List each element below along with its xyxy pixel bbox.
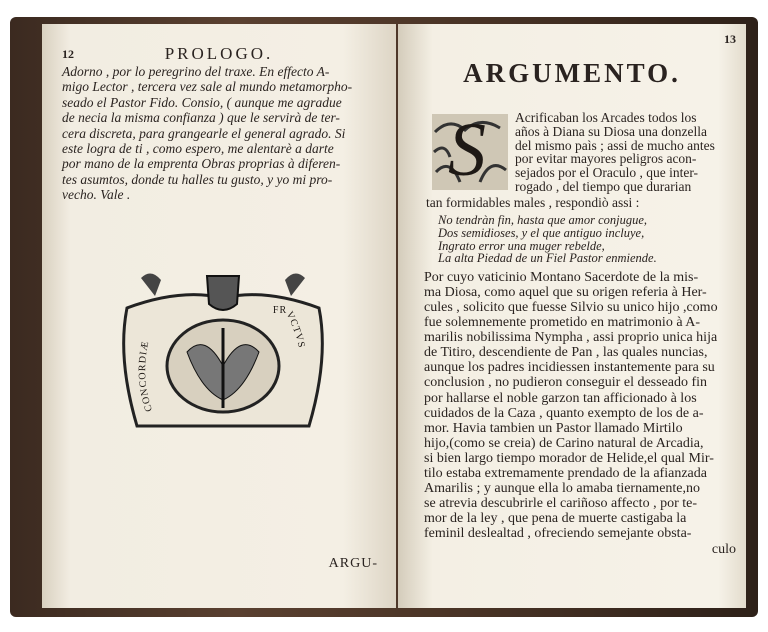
prologo-text [62,64,352,203]
text-line: mor de la ley , que pena de muerte castigaba la [424,511,687,526]
text-line: ma Diosa, como aquel que su origen referia à Her- [424,285,707,301]
right-page [398,24,746,608]
verse-line: Dos semidioses, y el que antiguo incluye, [438,225,645,240]
text-line: tes asumtos, donde tu halles tu gusto, y yo mi pro- [62,171,333,187]
text-line: por hallarse el noble garzon tan afficionado à los [424,390,697,406]
text-line: seado el Pastor Fido. Consio, ( aunque me agradue [62,94,342,110]
text-line: cules , solicito que fuesse Silvio su unico hijo ,como [424,300,718,316]
text-line: conclusion , no pudieron conseguir el desseado fin [424,375,708,391]
catchword: ARGU- [328,556,378,571]
text-line: de Titiro, descendiente de Pan , las quales nuncias, [424,345,708,361]
woodcut-motto-text: CONCORDIÆ FRVCTVS [129,305,307,413]
body-paragraph [424,270,718,541]
text-line: Acrificaban los Arcades todos los [515,110,697,125]
text-line: marilis nobilissima Nympha , assi proprio unica hija [424,330,718,346]
text-line: cuidados de la Caza , quanto exempto de los de a- [424,405,704,421]
text-line: por evitar mayores peligros acon- [515,151,697,167]
text-line: este logra de ti , como espero, me alentarè a darte [62,141,334,157]
text-line: por mano de la emprenta Obras proprias à diferen- [62,156,341,172]
text-line: de necia la misma confianza ) que le servirà de ter- [62,110,340,126]
page-number: 13 [724,32,736,46]
woodcut-emblem [115,268,331,436]
text-line: del mismo paìs ; assi de mucho antes [515,137,715,153]
text-line: tilo estaba extremamente prendado de la afianzada [424,465,707,481]
text-line: Amarilis ; y aunque ella lo amaba tiernamente,no [424,480,701,496]
text-line: feminil deslealtad , ofreciendo semejante obsta- [424,526,692,542]
text-line: fue solemnemente prometido en matrimonio à A- [424,315,701,331]
verse-line: La alta Piedad de un Fiel Pastor enmiende. [438,251,657,266]
text-line: años à Diana su Diosa una donzella [515,123,707,139]
text-line: tan formidables males , respondiò assi : [426,195,640,210]
text-line: cera discreta, para grangearle el general agrado. Si [62,125,346,141]
text-line: migo Lector , tercera vez sale al mundo metamorpho- [62,79,353,95]
verse-line: No tendràn fin, hasta que amor conjugue, [438,213,648,227]
page-number: 12 [62,47,74,61]
verse-line: Ingrato error una muger rebelde, [438,238,605,253]
text-line: mor. Havia tambien un Pastor llamado Mirtilo [424,420,683,436]
text-line: Adorno , por lo peregrino del traxe. En effecto A- [62,64,330,79]
text-line: aunque los padres incidiessen instantemente para su [424,360,715,376]
drop-cap-letter: S [448,112,486,192]
page-heading: ARGUMENTO. [463,58,681,88]
text-line: Por cuyo vaticinio Montano Sacerdote de la mis- [424,270,699,285]
page-heading: PROLOGO. [164,44,274,63]
text-line: rogado , del tiempo que durarian [515,178,692,194]
text-line: hijo,(como se creia) de Carino natural de Arcadia, [424,435,704,451]
text-line: si bien largo tiempo morador de Helide,el qual Mir- [424,450,714,466]
catchword: culo [711,542,736,557]
capped-paragraph [515,111,715,194]
text-line: se atrevia descubrirle el cariñoso affecto , por te- [424,495,697,511]
text-line: sejados por el Oraculo , que inter- [515,165,699,181]
text-line: vecho. Vale . [62,187,131,203]
drop-cap [430,112,510,192]
oracle-verse [438,214,657,265]
left-page [42,24,396,608]
